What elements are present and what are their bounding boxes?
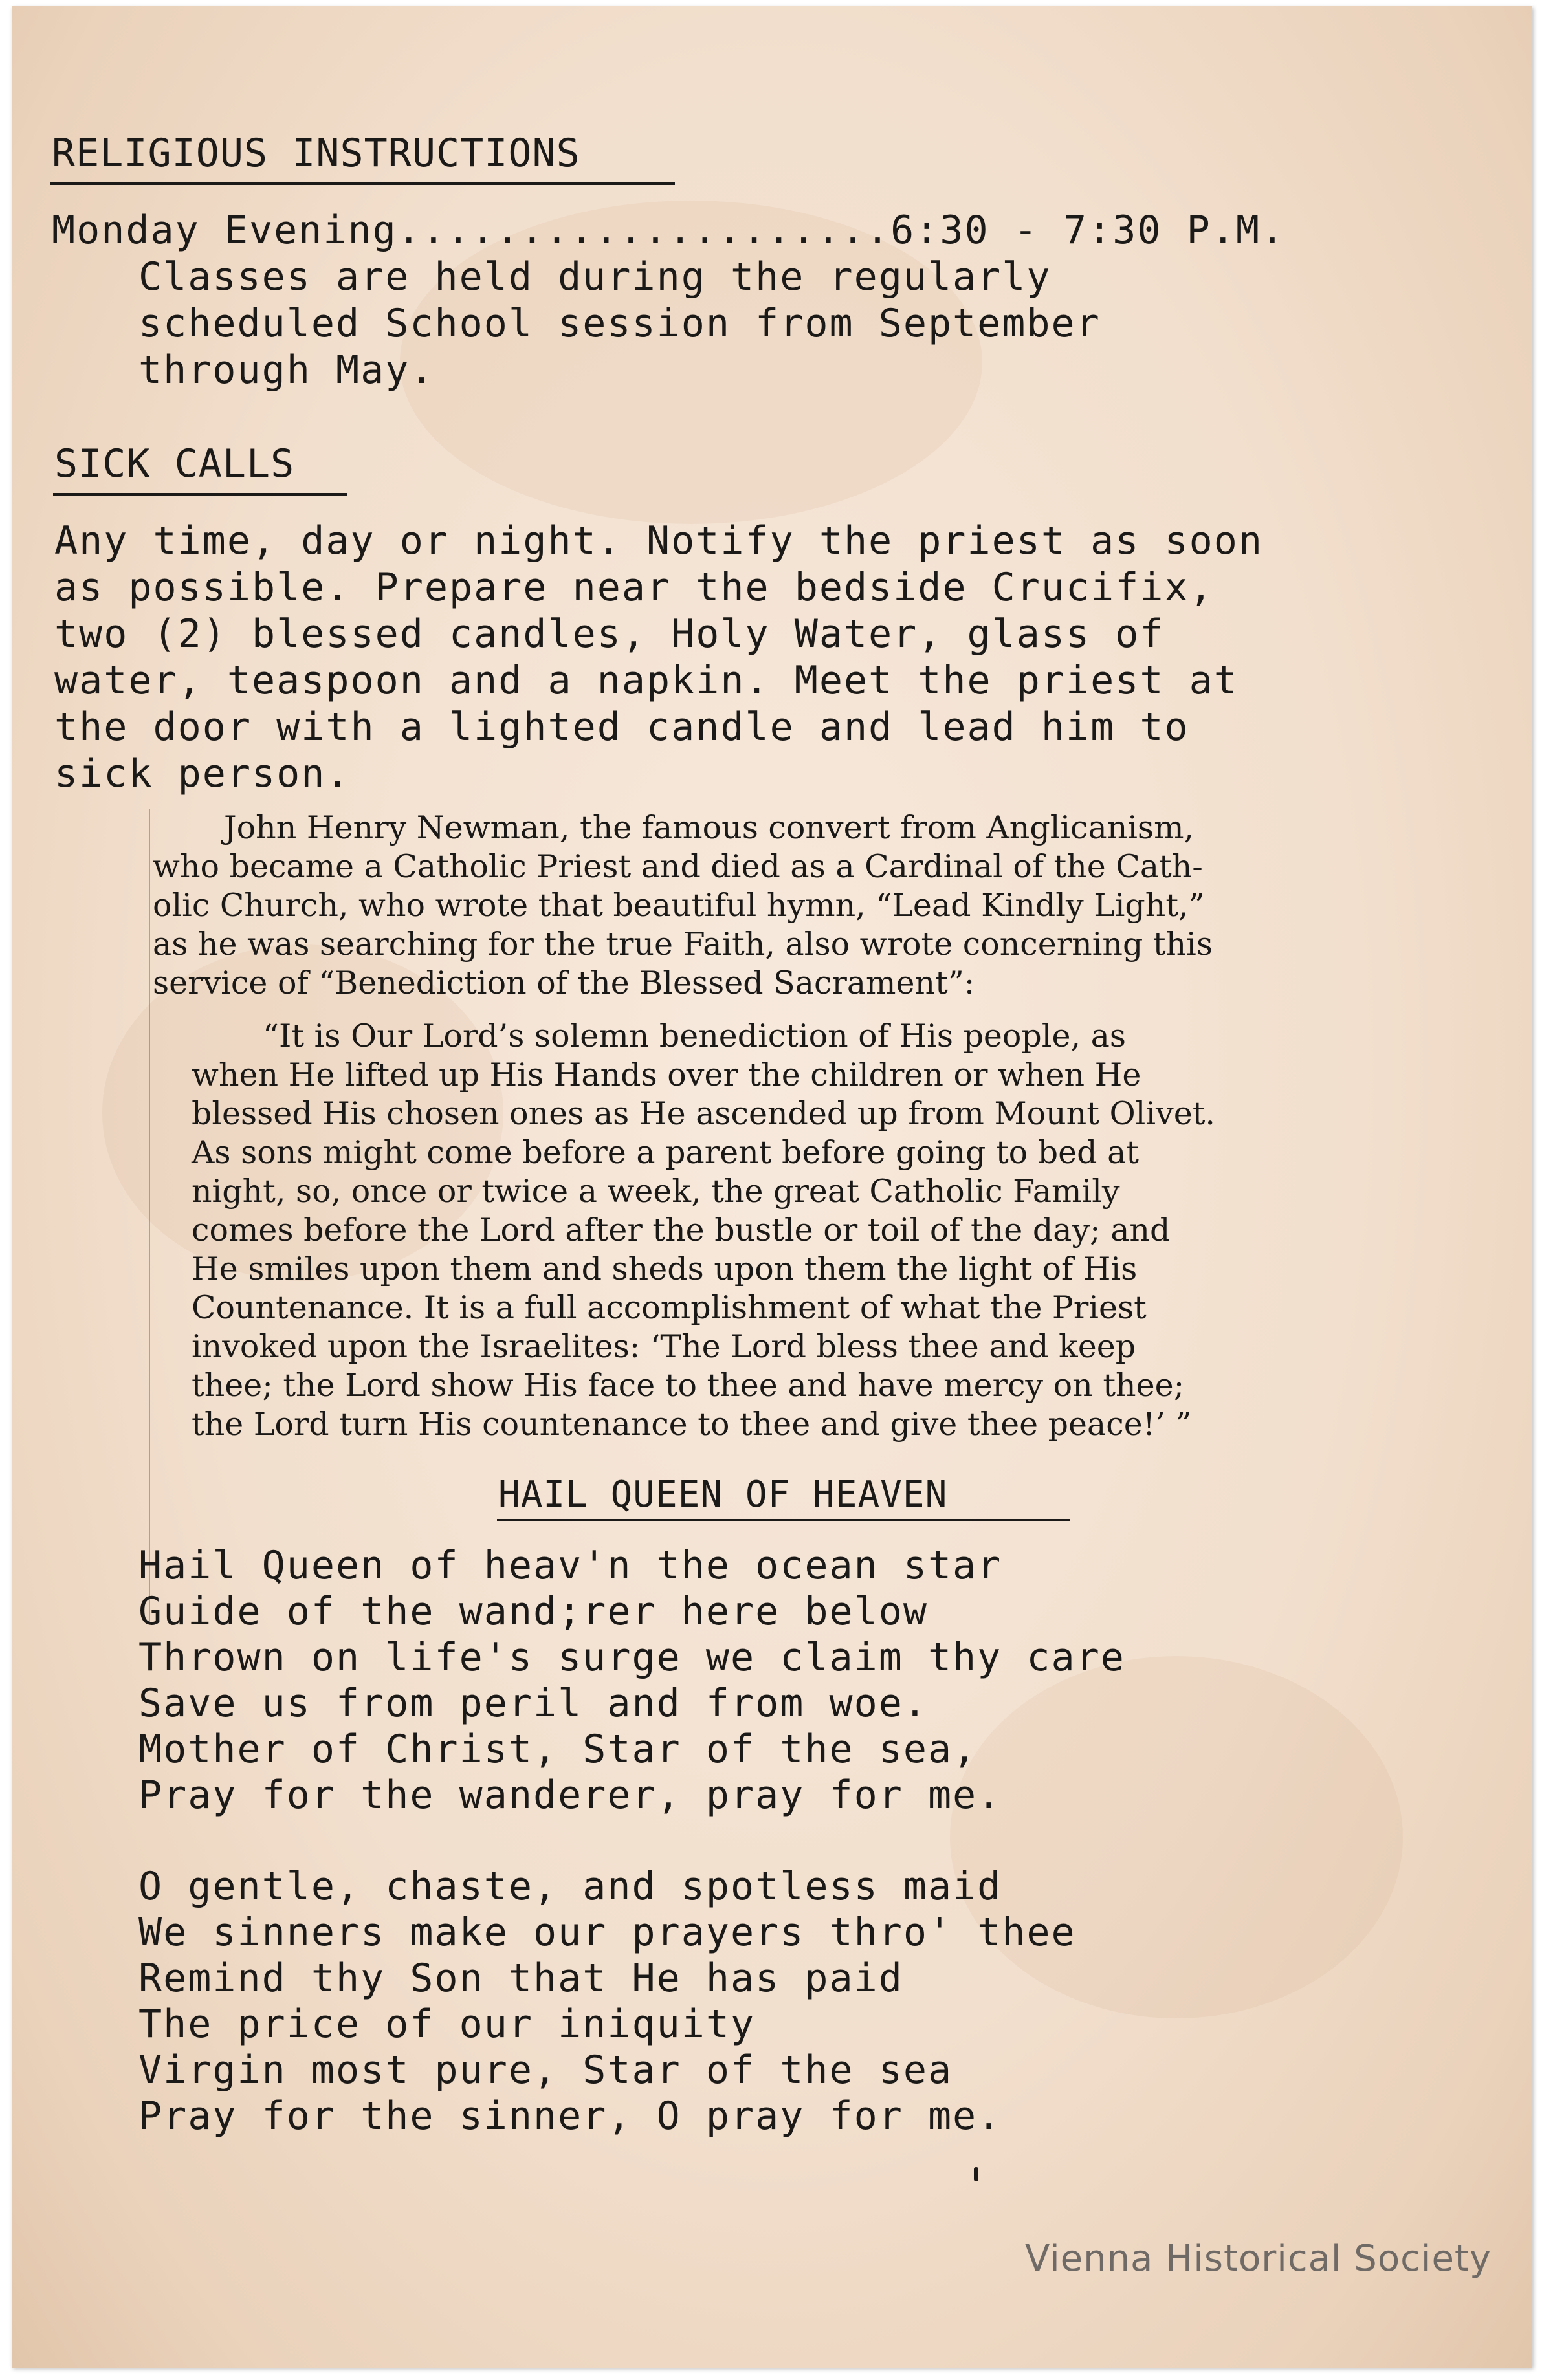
heading-underline xyxy=(53,493,347,496)
newman-intro-line: John Henry Newman, the famous convert from Anglicanism, xyxy=(224,809,1195,846)
instructions-text-line: through May. xyxy=(138,347,435,393)
newman-quote-line: “It is Our Lord’s solemn benediction of His people, as xyxy=(263,1018,1126,1054)
schedule-line: Monday Evening....................6:30 - 7:30 P.M. xyxy=(52,208,1286,253)
hymn-verse1-line: Thrown on life's surge we claim thy care xyxy=(138,1635,1125,1680)
newman-intro-line: olic Church, who wrote that beautiful hymn, “Lead Kindly Light,” xyxy=(153,887,1205,924)
clipping-edge xyxy=(149,809,150,1624)
hymn-verse1-line: Pray for the wanderer, pray for me. xyxy=(138,1773,1002,1818)
newman-quote-line: when He lifted up His Hands over the children or when He xyxy=(192,1056,1141,1093)
newman-intro-line: as he was searching for the true Faith, also wrote concerning this xyxy=(153,926,1213,963)
instructions-text-line: Classes are held during the regularly xyxy=(138,254,1052,300)
hymn-verse2-line: Remind thy Son that He has paid xyxy=(138,1956,903,2001)
hymn-verse2-line: Pray for the sinner, O pray for me. xyxy=(138,2093,1002,2139)
hymn-title-underline xyxy=(497,1519,1070,1521)
hymn-title: HAIL QUEEN OF HEAVEN xyxy=(498,1474,948,1516)
hymn-verse2-line: The price of our iniquity xyxy=(138,2002,756,2047)
religious-instructions-heading: RELIGIOUS INSTRUCTIONS xyxy=(52,131,580,176)
newman-quote-line: blessed His chosen ones as He ascended up from Mount Olivet. xyxy=(192,1095,1215,1132)
newman-quote-line: He smiles upon them and sheds upon them the light of His xyxy=(192,1250,1138,1287)
newman-intro-line: who became a Catholic Priest and died as a Cardinal of the Cath- xyxy=(153,848,1203,885)
sick-calls-text-line: two (2) blessed candles, Holy Water, glass of xyxy=(54,611,1165,657)
hymn-verse1-line: Guide of the wand;rer here below xyxy=(138,1589,928,1634)
hymn-verse1-line: Hail Queen of heav'n the ocean star xyxy=(138,1543,1002,1588)
newman-quote-line: Countenance. It is a full accomplishment of what the Priest xyxy=(192,1289,1147,1326)
hymn-verse2-line: O gentle, chaste, and spotless maid xyxy=(138,1864,1002,1909)
sick-calls-heading: SICK CALLS xyxy=(54,441,295,486)
heading-underline xyxy=(50,182,675,185)
sick-calls-text-line: sick person. xyxy=(54,751,351,796)
newman-quote-line: night, so, once or twice a week, the great Catholic Family xyxy=(192,1173,1120,1210)
hymn-verse2-line: We sinners make our prayers thro' thee xyxy=(138,1910,1076,1955)
newman-quote xyxy=(192,1017,1317,1444)
newman-quote-line: As sons might come before a parent before going to bed at xyxy=(192,1134,1139,1171)
newman-quote-line: comes before the Lord after the bustle or toil of the day; and xyxy=(192,1212,1171,1249)
instructions-text-line: scheduled School session from September xyxy=(138,301,1101,346)
sick-calls-text-line: water, teaspoon and a napkin. Meet the priest at xyxy=(54,658,1239,703)
ink-mark xyxy=(974,2167,978,2181)
sick-calls-text-line: the door with a lighted candle and lead him to xyxy=(54,704,1189,750)
newman-quote-line: invoked upon the Israelites: ‘The Lord bless thee and keep xyxy=(192,1328,1136,1365)
paper-stain xyxy=(950,1656,1403,2018)
newman-quote-line: thee; the Lord show His face to thee and have mercy on thee; xyxy=(192,1367,1185,1404)
newman-quote-line: the Lord turn His countenance to thee and give thee peace!’ ” xyxy=(192,1406,1192,1443)
newman-intro xyxy=(153,809,1343,1003)
hymn-verse1-line: Save us from peril and from woe. xyxy=(138,1681,928,1726)
hymn-verse1-line: Mother of Christ, Star of the sea, xyxy=(138,1727,978,1772)
sick-calls-text-line: as possible. Prepare near the bedside Crucifix, xyxy=(54,565,1214,610)
hymn-verse2-line: Virgin most pure, Star of the sea xyxy=(138,2047,953,2093)
sick-calls-text-line: Any time, day or night. Notify the priest as soon xyxy=(54,518,1264,563)
watermark: Vienna Historical Society xyxy=(1024,2238,1492,2280)
document-page xyxy=(12,6,1532,2368)
newman-intro-line: service of “Benediction of the Blessed Sacrament”: xyxy=(153,965,975,1001)
